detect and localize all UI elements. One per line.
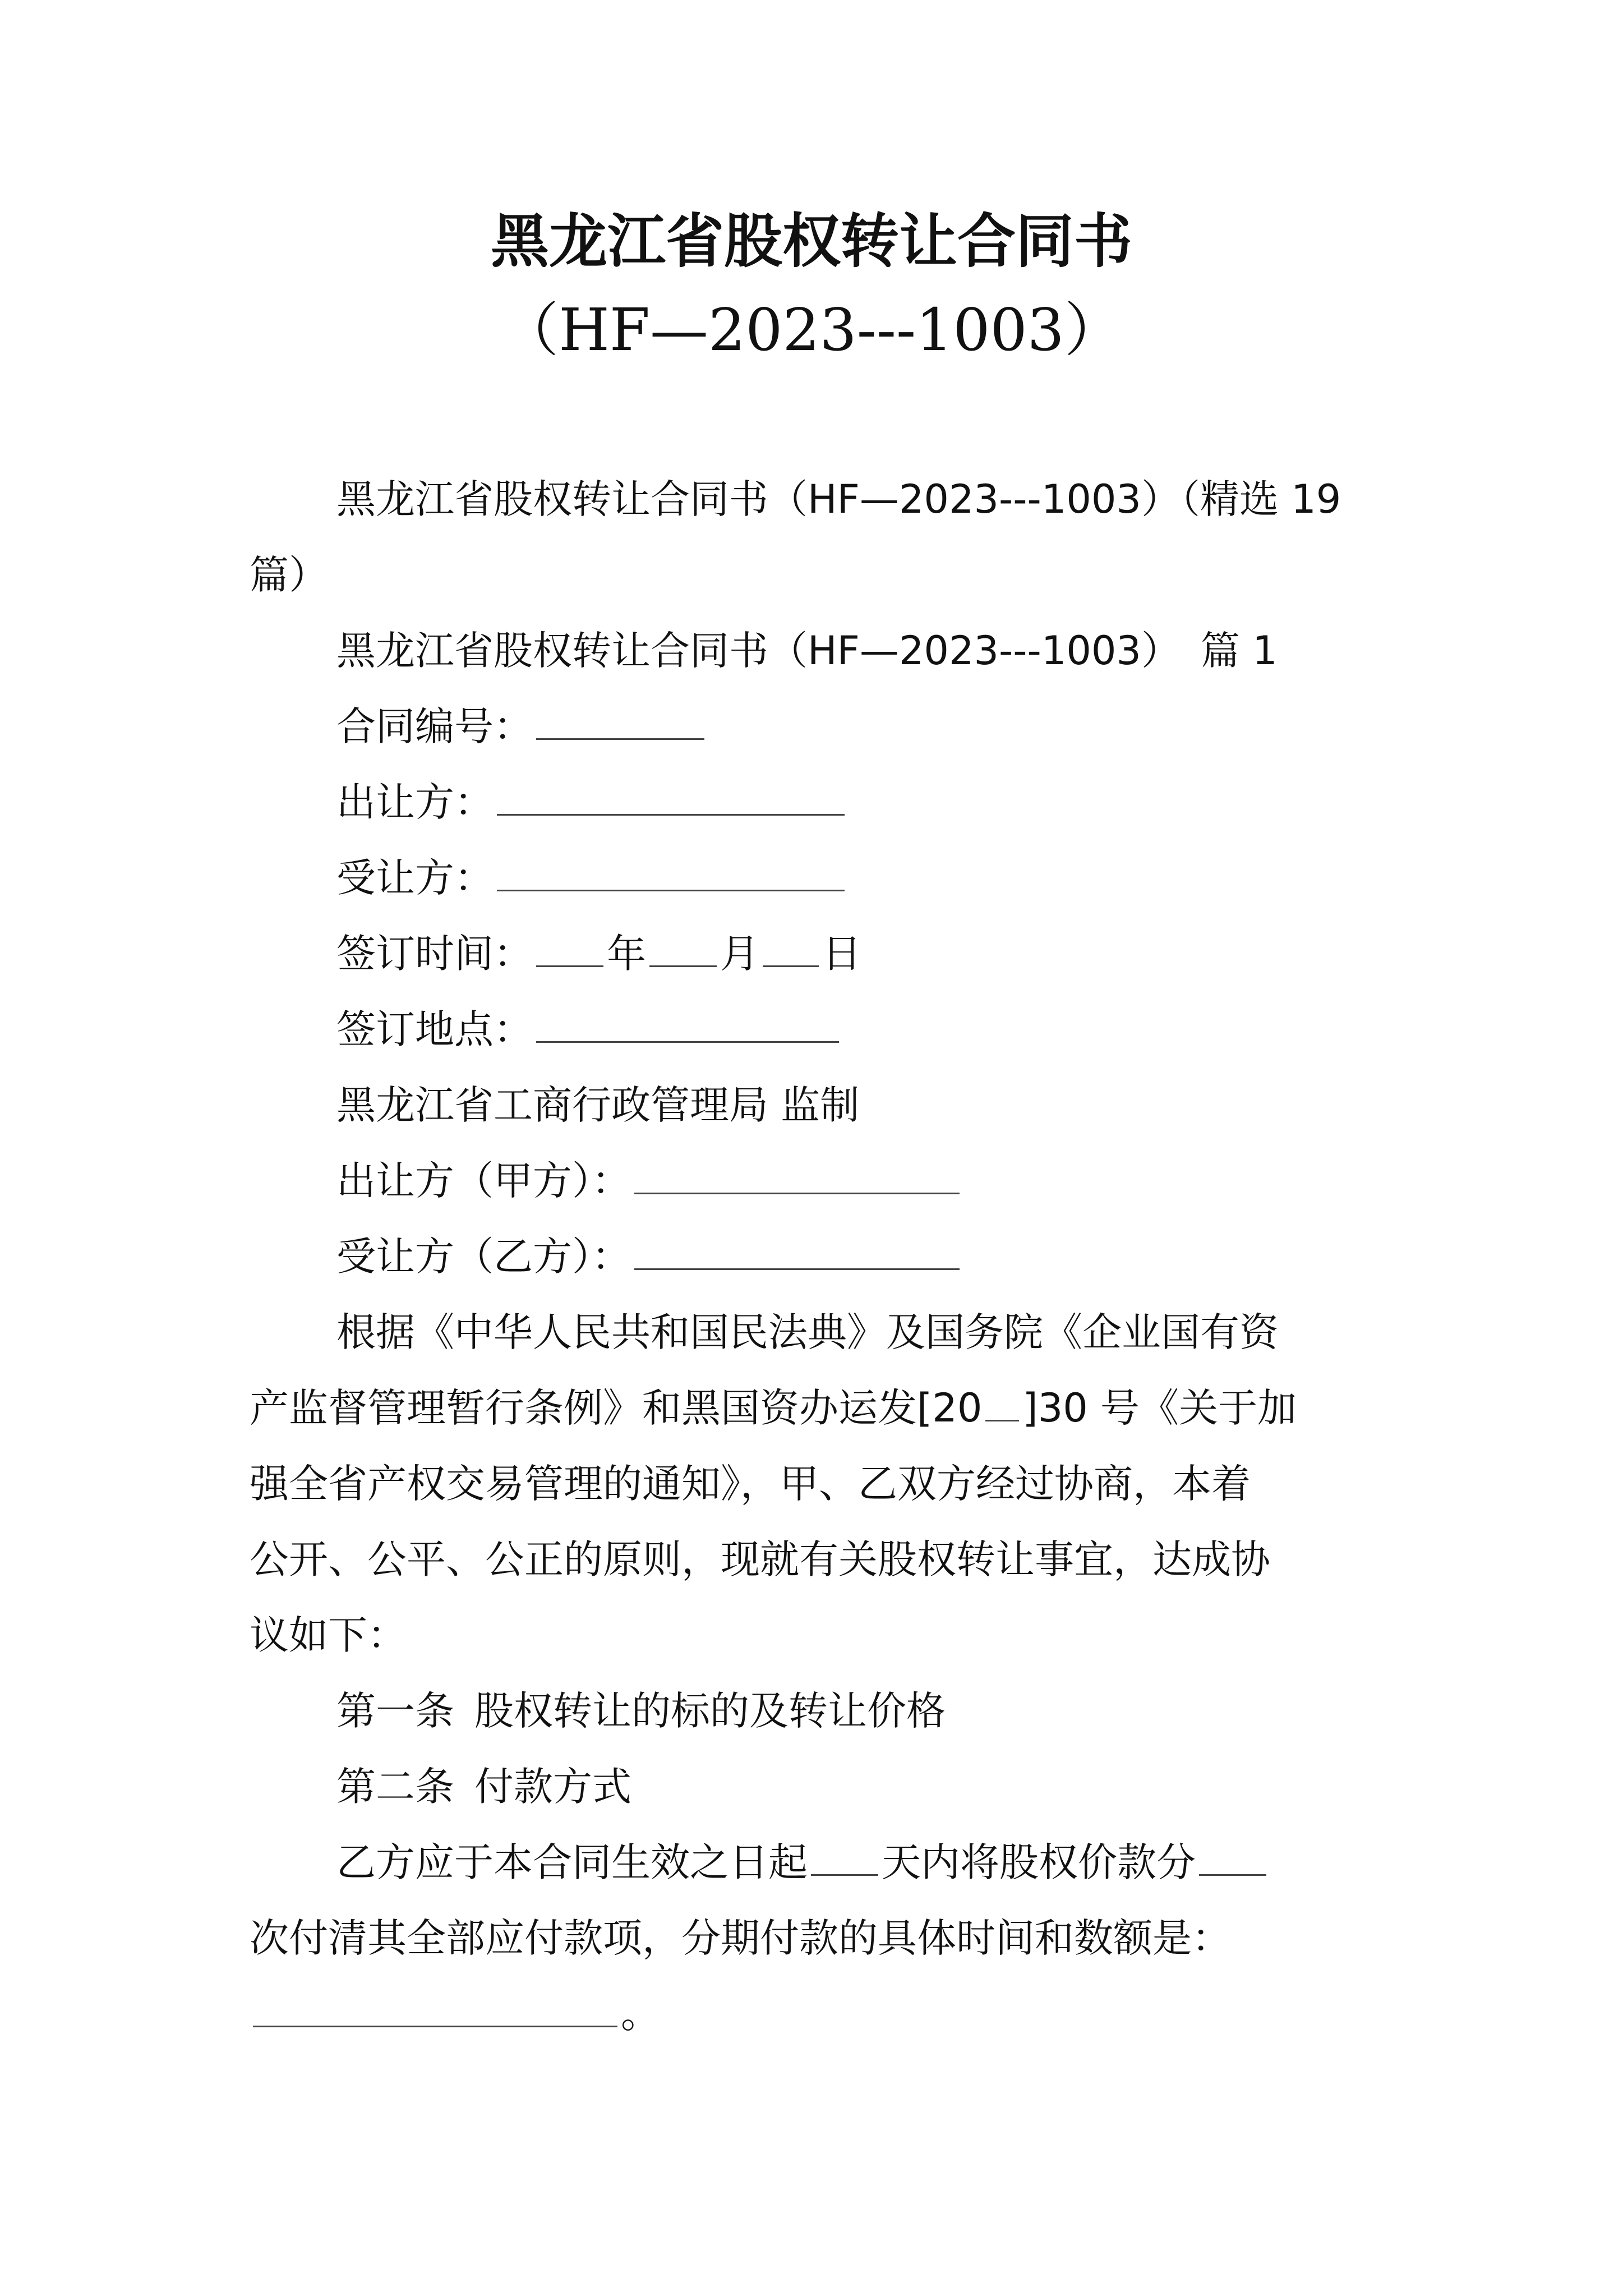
section-part-label: 篇 1 xyxy=(1200,628,1278,674)
party-a-row xyxy=(336,1156,963,1206)
party-a-field[interactable] xyxy=(634,1159,960,1194)
payment-days-field[interactable] xyxy=(811,1841,878,1876)
intro-line-2: 篇） xyxy=(250,552,328,598)
decree-year-blank[interactable] xyxy=(985,1386,1019,1421)
article-2 xyxy=(336,1761,631,1812)
preamble-line-1: 根据《中华人民共和国民法典》及国务院《企业国有资 xyxy=(336,1309,1279,1355)
article-2-number: 第二条 xyxy=(336,1764,454,1810)
transferor-row xyxy=(336,777,848,827)
transferee-field[interactable] xyxy=(497,856,845,891)
payment-line-1a: 乙方应于本合同生效之日起 xyxy=(336,1839,808,1885)
sign-place-label: 签订地点： xyxy=(336,1006,533,1052)
preamble-line-2b: ]30 号《关于加 xyxy=(1022,1385,1297,1431)
preamble-line-4: 公开、公平、公正的原则，现就有关股权转让事宜，达成协 xyxy=(250,1536,1270,1582)
intro-line-1: 黑龙江省股权转让合同书（HF—2023---1003）（精选 19 xyxy=(336,476,1341,522)
payment-schedule-field[interactable] xyxy=(253,1992,617,2027)
payment-line-1b: 天内将股权价款分 xyxy=(882,1839,1196,1885)
preamble-line-3: 强全省产权交易管理的通知》，甲、乙双方经过协商，本着 xyxy=(250,1461,1251,1507)
party-a-label: 出让方（甲方）： xyxy=(336,1158,631,1204)
party-b-label: 受让方（乙方）： xyxy=(336,1234,631,1280)
document-title: 黑龙江省股权转让合同书 xyxy=(490,206,1132,275)
section-heading-text: 黑龙江省股权转让合同书（HF—2023---1003） xyxy=(336,628,1181,674)
contract-number-field[interactable] xyxy=(536,705,704,740)
party-b-field[interactable] xyxy=(634,1235,960,1270)
article-2-title: 付款方式 xyxy=(474,1764,631,1810)
payment-line-2: 次付清其全部应付款项，分期付款的具体时间和数额是： xyxy=(250,1915,1231,1961)
payment-line-1 xyxy=(336,1837,1270,1888)
sign-month-field[interactable] xyxy=(649,932,717,967)
sign-place-field[interactable] xyxy=(536,1007,839,1043)
payment-line-3 xyxy=(250,1989,660,2039)
section-heading xyxy=(336,625,1278,676)
document-code: （HF—2023---1003） xyxy=(500,296,1123,364)
article-1 xyxy=(336,1686,946,1736)
transferor-field[interactable] xyxy=(497,780,845,816)
payment-line-3-end: 。 xyxy=(621,1991,660,2037)
article-1-title: 股权转让的标的及转让价格 xyxy=(474,1688,946,1734)
supervisor-line: 黑龙江省工商行政管理局 监制 xyxy=(336,1082,860,1128)
contract-number-label: 合同编号： xyxy=(336,703,533,749)
payment-installments-field[interactable] xyxy=(1199,1841,1266,1876)
preamble-line-2a: 产监督管理暂行条例》和黑国资办运发[20 xyxy=(250,1385,983,1431)
sign-place-row xyxy=(336,1004,842,1055)
article-1-number: 第一条 xyxy=(336,1688,454,1734)
sign-year-field[interactable] xyxy=(536,932,603,967)
transferee-label: 受让方： xyxy=(336,855,494,901)
preamble-line-5: 议如下： xyxy=(250,1612,407,1658)
transferee-row xyxy=(336,853,848,903)
month-label: 月 xyxy=(720,931,759,977)
year-label: 年 xyxy=(607,931,646,977)
preamble-line-2 xyxy=(250,1383,1297,1433)
sign-time-row xyxy=(336,928,861,979)
transferor-label: 出让方： xyxy=(336,779,494,825)
sign-time-label: 签订时间： xyxy=(336,931,533,977)
sign-day-field[interactable] xyxy=(763,932,819,967)
day-label: 日 xyxy=(822,931,861,977)
party-b-row xyxy=(336,1231,963,1282)
contract-number-row xyxy=(336,701,708,752)
